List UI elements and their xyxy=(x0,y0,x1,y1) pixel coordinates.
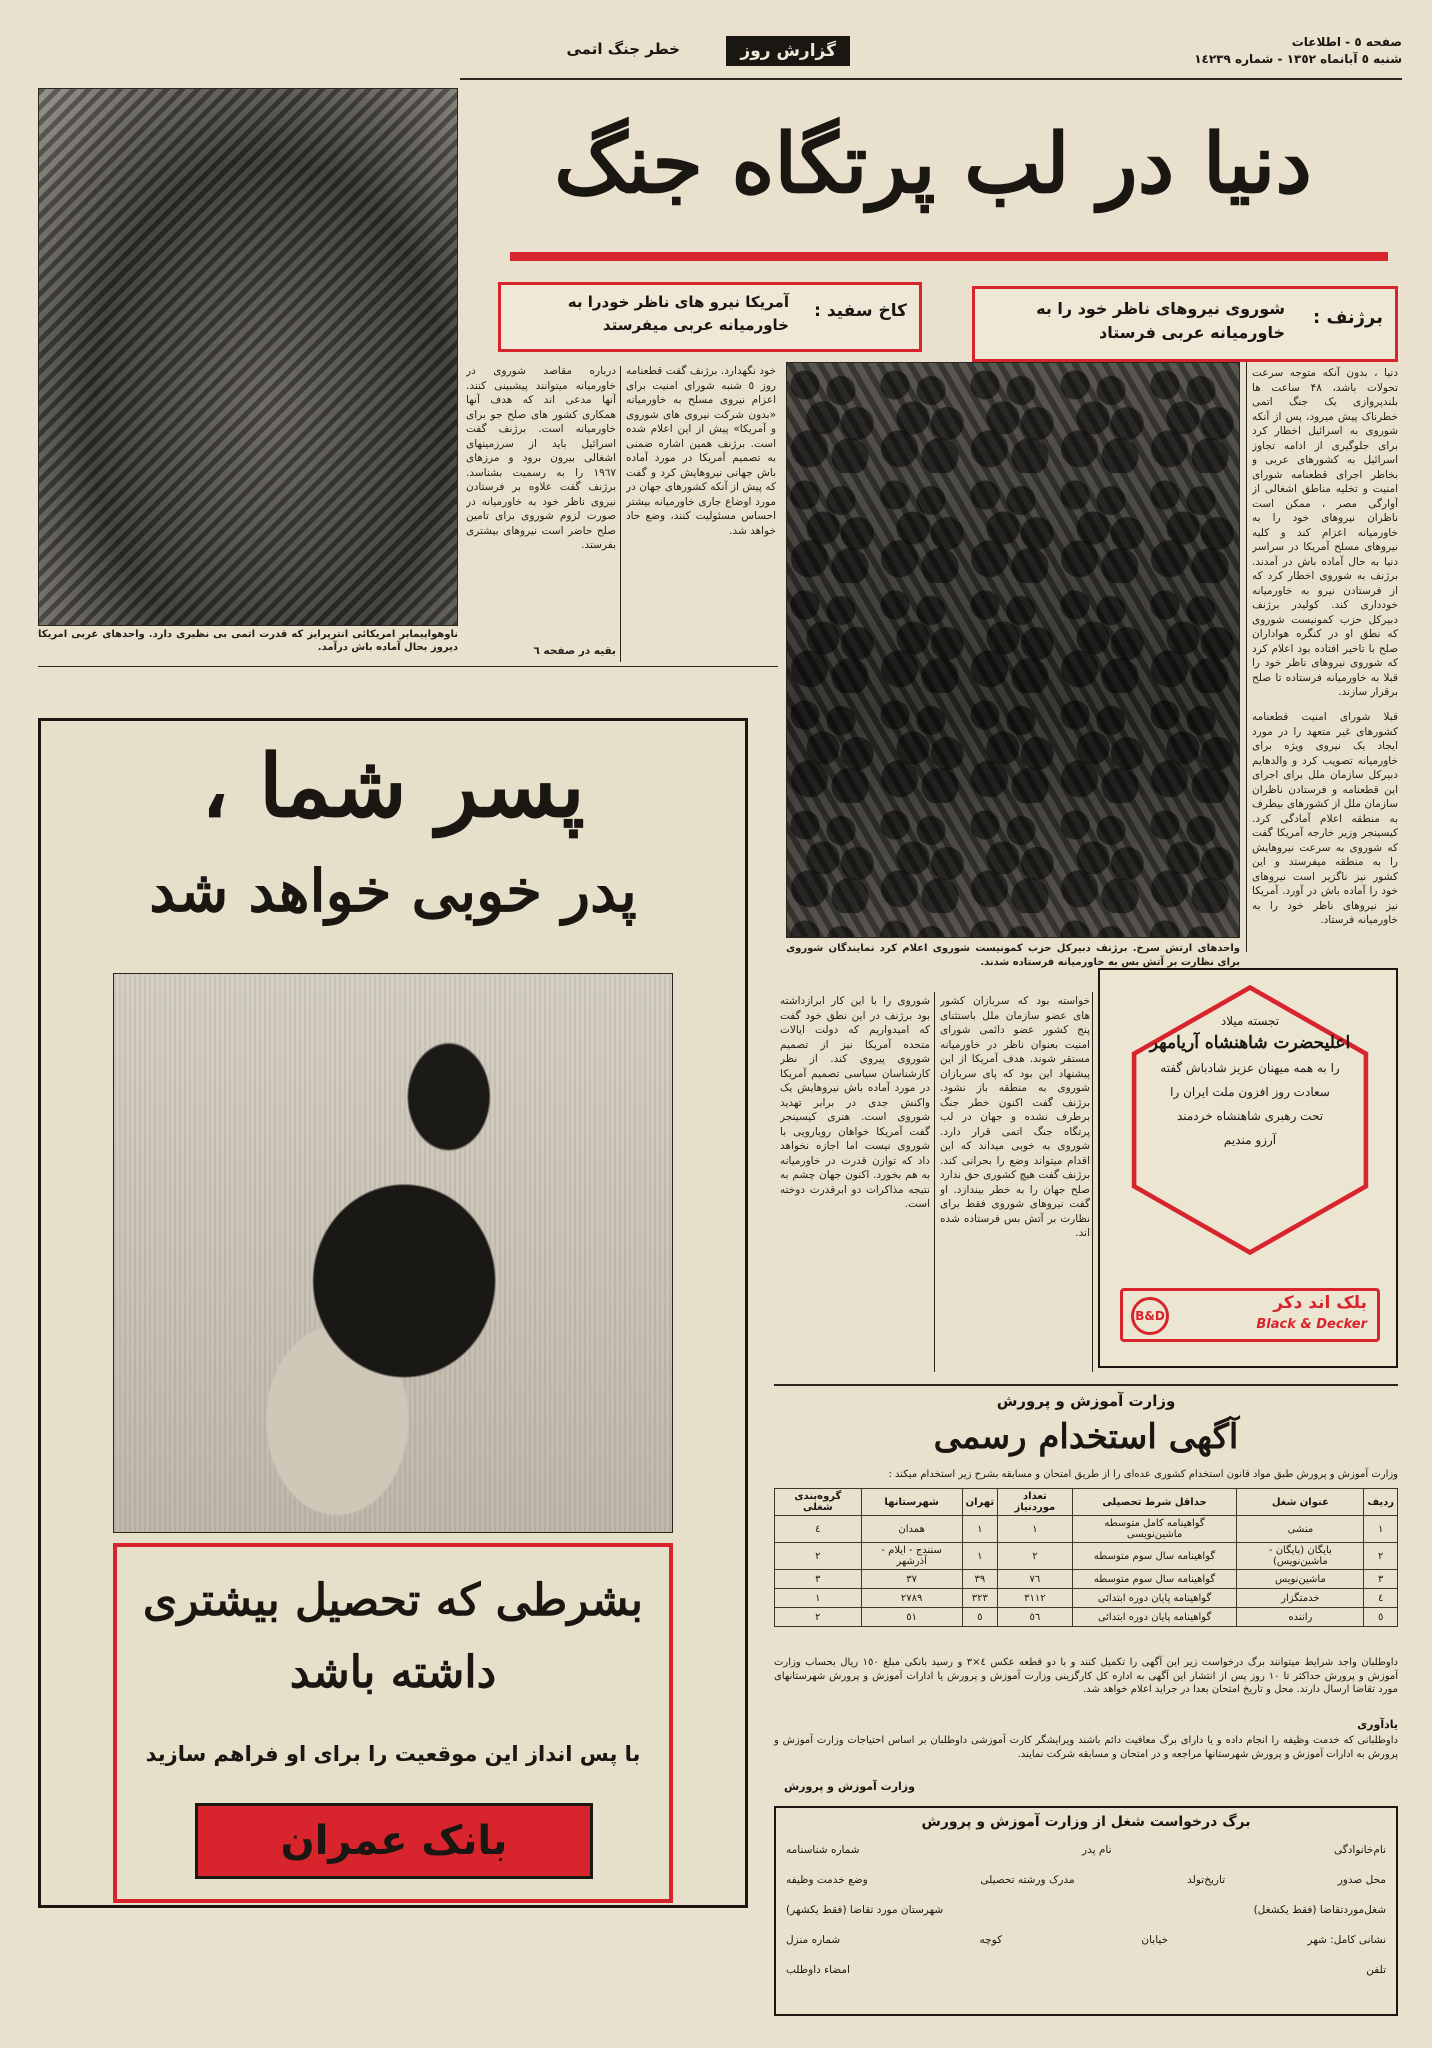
field-education[interactable]: مدرک ورشته تحصیلی xyxy=(980,1874,1075,1886)
birthday-line-3: را به همه میهنان عزیز شادباش گفته xyxy=(1160,1061,1340,1075)
job-ad-signature: وزارت آموزش و پرورش xyxy=(784,1780,915,1793)
bank-ad-tagline: با پس انداز این موقعیت را برای او فراهم سازید xyxy=(145,1742,641,1766)
section-label: گزارش روز xyxy=(726,36,850,66)
form-row-4 xyxy=(786,1934,1386,1956)
section-divider xyxy=(38,666,778,667)
field-address-city[interactable]: نشانی کامل: شهر xyxy=(1307,1934,1386,1946)
black-decker-birthday-ad xyxy=(1098,968,1398,1368)
main-headline: دنیا در لب پرتگاه جنگ xyxy=(554,116,1312,212)
birthday-line-1: تجسته میلاد xyxy=(1220,1014,1280,1028)
form-title: برگ درخواست شغل از وزارت آموزش و پرورش xyxy=(921,1814,1251,1830)
job-table-wrap xyxy=(774,1488,1398,1627)
brezhnev-speaker: برژنف : xyxy=(1313,307,1383,328)
article-col-center-1: خواسته بود که سربازان کشور های عضو سازمان ملل باستثنای پنج کشور عضو دائمی شورای امنیت بعنوان ناظر در خاورمیانه مستقر شوند. هدف آمریکا از این پیشنهاد این بود که پای سربازان شوروی به منطقه باز نشود. برژنف گفت اکنون خطر جنگ برطرف نشده و جهان در لب پرتگاه جنگ اتمی قرار دارد. شوروی به خوبی میداند که این اقدام میتواند وضع را بحرانی کند. برژنف گفت هیچ کشوری حق ندارد صلح جهان را به خطر بیندازد. او گفت نیروهای شوروی فقط برای نظارت بر آتش بس فرستاده شده اند. xyxy=(940,995,1090,1239)
brezhnev-text: شوروی نیروهای ناظر خود را به خاورمیانه عربی فرستاد xyxy=(1036,299,1285,342)
form-row-5 xyxy=(786,1964,1386,1986)
form-row-1 xyxy=(786,1844,1386,1866)
white-house-text: آمریکا نیرو های ناظر خودرا به خاورمیانه عربی میفرستد xyxy=(567,293,789,334)
field-house-number[interactable]: شماره منزل xyxy=(786,1934,841,1946)
job-ad-note-title: یادآوری xyxy=(1357,1718,1398,1731)
field-id-number[interactable]: شماره شناسنامه xyxy=(786,1844,860,1856)
table-row: ١ منشی گواهینامه کامل متوسطه ماشین‌نویسی ١ ١ همدان ٤ xyxy=(775,1516,1398,1543)
birthday-line-2: اعلیحضرت شاهنشاه آریامهر xyxy=(1149,1033,1351,1053)
birthday-line-4: سعادت روز افزون ملت ایران را xyxy=(1170,1085,1330,1099)
birthday-text xyxy=(1144,1012,1356,1152)
field-place-of-issue[interactable]: محل صدور xyxy=(1337,1874,1386,1886)
col-tehran: تهران xyxy=(962,1489,998,1516)
field-alley[interactable]: کوچه xyxy=(979,1934,1003,1946)
article-col-right-1: دنیا ، بدون آنکه متوجه سرعت تحولات باشد، ۴۸ ساعت ها بلندپروازی یک جنگ اتمی خطرناک پیش میرود، پس از آنکه شوروی به اسرائیل اخطار کرد برای جلوگیری از ادامه تجاوز اسرائیل به کشورهای عربی و بخاطر اجرای قطعنامه شورای امنیت و تخلیه مناطق اشغالی از آوارگی مصر ، ممکن است ناظران نیروهای خود را به خاورمیانه اعزام کند و کلیه نیروهای مسلح آمریکا در سراسر دنیا به حال آماده باش در آمدند. برژنف به شوروی اخطار کرد که از فرستادن نیرو به خاورمیانه خودداری کند. کولیدر برژنف دبیرکل حزب کمونیست شوروی که نطق او در کنگره هواداران صلح با تاخیر افتاده بود اعلام کرد که شوروی نیروهای ناظر خود را قبلا به خاورمیانه فرستاده تا صلح برقرار سازند. xyxy=(1252,367,1398,698)
col-education: حداقل شرط تحصیلی xyxy=(1072,1489,1237,1516)
job-table xyxy=(774,1488,1398,1627)
col-grade: گروه‌بندی شغلی xyxy=(775,1489,862,1516)
bank-ad-bank-name: بانک عمران xyxy=(280,1818,508,1864)
black-decker-logo xyxy=(1120,1288,1380,1342)
job-ad-top-rule xyxy=(774,1384,1398,1386)
col-provinces: شهرستانها xyxy=(861,1489,962,1516)
headline-red-bar xyxy=(510,252,1388,261)
form-row-3 xyxy=(786,1904,1386,1926)
bank-omran-ad xyxy=(38,718,748,1908)
field-signature[interactable]: امضاء داوطلب xyxy=(786,1964,850,1976)
field-phone[interactable]: تلفن xyxy=(1366,1964,1386,1976)
job-ad-title: آگهی استخدام رسمی xyxy=(933,1417,1239,1457)
brezhnev-subhead xyxy=(972,286,1398,362)
bank-ad-logo-box xyxy=(195,1803,593,1879)
job-table-header xyxy=(775,1489,1398,1516)
form-row-2 xyxy=(786,1874,1386,1896)
column-rule xyxy=(620,366,621,662)
column-rule xyxy=(1092,992,1093,1372)
job-ad-ministry: وزارت آموزش و پرورش xyxy=(996,1392,1176,1410)
table-row: ٥ راننده گواهینامه پایان دوره ابتدائی ٥٦ ٥ ٥١ ٢ xyxy=(775,1608,1398,1627)
table-row: ٤ خدمتگزار گواهینامه پایان دوره ابتدائی ٣١١٢ ٣٢٣ ٢٧٨٩ ١ xyxy=(775,1589,1398,1608)
article-col-center-2: شوروی را با این کار ابرازداشته بود برژنف در این نطق خود گفت که امیدواریم که دولت ایالات متحده آمریکا نیز از تصمیم شوروی پیروی کند. از نظر کارشناسان سیاسی تصمیم آمریکا در مورد آماده باش نیروهایش یک واکنش جدی در برابر تهدید شوروی است. هنری کیسینجر گفت آمریکا خواهان رویارویی با شوروی نیست اما اجازه نخواهد داد که توازن قدرت در خاورمیانه به هم بخورد. اکنون جهان چشم به نتیجه مذاکرات دو ابرقدرت دوخته است. xyxy=(780,995,930,1210)
white-house-subhead xyxy=(498,282,922,352)
col-job-title: عنوان شغل xyxy=(1237,1489,1364,1516)
application-form xyxy=(774,1806,1398,2016)
table-row: ٣ ماشین‌نویس گواهینامه سال سوم متوسطه ٧٦ ٣٩ ٣٧ ٣ xyxy=(775,1570,1398,1589)
field-military-status[interactable]: وضع خدمت وظیفه xyxy=(786,1874,868,1886)
page-info: صفحه ٥ - اطلاعات شنبه ٥ آبانماه ١٣٥٢ - شماره ١٤٢٣٩ xyxy=(1194,35,1402,66)
bank-ad-condition: بشرطی که تحصیل بیشتری داشته باشد xyxy=(142,1575,644,1698)
field-last-name[interactable]: نام‌خانوادگی xyxy=(1333,1844,1386,1856)
bd-brand-fa: بلک اند دکر xyxy=(1273,1293,1367,1313)
carrier-caption: ناوهواپیمابر امریکائی انترپرایز که قدرت اتمی بی نظیری دارد. واحدهای غربی امریکا دیروز بحال آماده باش درآمد. xyxy=(38,629,458,653)
white-house-speaker: کاخ سفید : xyxy=(814,301,907,321)
bank-ad-headline-2: پدر خوبی خواهد شد xyxy=(149,857,637,925)
column-rule xyxy=(1246,362,1247,952)
column-rule xyxy=(934,992,935,1372)
field-street[interactable]: خیابان xyxy=(1141,1934,1169,1946)
soldiers-caption: واحدهای ارتش سرخ. برژنف دبیرکل حزب کمونیست شوروی اعلام کرد نمایندگان شوروی برای نظارت بر آتش بس به خاورمیانه فرستاده شدند. xyxy=(786,943,1240,968)
field-father-name[interactable]: نام پدر xyxy=(1082,1844,1112,1856)
masthead-rule xyxy=(460,78,1402,80)
article-col-right-2: قبلا شورای امنیت قطعنامه کشورهای غیر متعهد را در مورد ایجاد یک نیروی ویژه برای خاورمیانه تصویب کرد و والدهایم دبیرکل سازمان ملل برای اجرای این قطعنامه و فرستادن ناظران سازمان ملل از کشورهای بیطرف به منطقه اعلام آمادگی کرد. کیسینجر وزیر خارجه آمریکا گفت که شوروی به سرعت نیروهایش را به منطقه میفرستد و این کشور نیز ناگزیر است نیروهای خود را آماده باش در آورد. آمریکا نیز نیروهای ناظر خود را به خاورمیانه فرستاد. xyxy=(1252,711,1398,926)
field-requested-city[interactable]: شهرستان مورد تقاضا (فقط یکشهر) xyxy=(786,1904,944,1916)
article-col-mid-1: خود نگهدارد. برژنف گفت قطعنامه روز ٥ شنبه شورای امنیت برای اعزام نیروی مسلح به خاورمیانه «بدون شرکت نیروی های شوروی و آمریکا» پیش از این اعلام شده است. برژنف همین اشاره ضمنی به تصمیم آمریکا در مورد آماده باش جهانی نیروهایش کرد و گفت که پیش از آنکه کشورهای جهان در مورد اوضاع جاری خاورمیانه بیشتر احساس مسئولیت کنند، وضع حاد خواهد شد. xyxy=(626,365,776,537)
bd-badge: B&D xyxy=(1131,1297,1169,1335)
birthday-line-5: تحت رهبری شاهنشاه خردمند xyxy=(1176,1109,1324,1123)
table-row: ٢ بایگان (بایگان - ماشین‌نویس) گواهینامه سال سوم متوسطه ٢ ١ سنندج - ایلام - آذرشهر ٢ xyxy=(775,1543,1398,1570)
bank-ad-red-panel xyxy=(113,1543,673,1903)
father-son-photo xyxy=(113,973,673,1533)
col-row-num: ردیف xyxy=(1364,1489,1398,1516)
field-requested-job[interactable]: شغل‌موردتقاضا (فقط یکشغل) xyxy=(1253,1904,1386,1916)
aircraft-carrier-photo xyxy=(38,88,458,626)
col-count: تعداد موردنیاز xyxy=(998,1489,1073,1516)
bank-ad-headline-1: پسر شما ، xyxy=(201,736,585,837)
job-ad-note: داوطلبانی که خدمت وظیفه را انجام داده و یا دارای برگ معافیت دائم باشند ویرایشگر کارت آموزشی داوطلبان بر اساس احتیاجات وزارت آموزش و پرورش به ادارات آموزش و پرورش شهرستانها مراجعه و در امتحان و مسابقه شرکت نمایند. xyxy=(774,1735,1398,1760)
continued-note: بقیه در صفحه ٦ xyxy=(533,645,616,657)
field-birth-date[interactable]: تاریخ‌تولد xyxy=(1187,1874,1226,1886)
section-topic: خطر جنگ اتمی xyxy=(566,40,680,58)
article-col-mid-2: درباره مقاصد شوروی در خاورمیانه میتوانند پیشبینی کنند. آنها مدعی اند که هدف آنها همکاری کشور های صلح جو برای خاورمیانه است. برژنف گفت اسرائیل باید از سرزمینهای اشغالی بیرون برود و مرزهای ١٩٦٧ را به رسمیت بشناسد. برژنف گفت علاوه بر فرستادن نیروی ناظر خود به خاورمیانه در صورت لزوم شوروی برای تامین صلح حاضر است نیروهای بیشتری بفرستد. xyxy=(466,365,616,551)
bd-brand-en: Black & Decker xyxy=(1256,1317,1367,1332)
job-ad-intro: وزارت آموزش و پرورش طبق مواد قانون استخدام کشوری عده‌ای را از طریق امتحان و مسابقه بشرح زیر استخدام میکند : xyxy=(888,1469,1398,1480)
birthday-line-6: آرزو مندیم xyxy=(1223,1133,1277,1147)
job-ad-terms: داوطلبان واجد شرایط میتوانند برگ درخواست زیر این آگهی را تکمیل کنند و با دو قطعه عکس ٤×٣ و رسید بانکی مبلغ ١٥٠ ریال بحساب وزارت آموزش و پرورش حداکثر تا ١٠ روز پس از انتشار این آگهی به اداره کل کارگزینی وزارت آموزش و پرورش یا ادارات آموزش و پرورش شهرستانهای مورد تقاضا ارسال دارند. محل و تاریخ امتحان بعدا در جراید اعلام خواهد شد. xyxy=(774,1657,1399,1695)
masthead xyxy=(30,30,1402,76)
soldiers-photo xyxy=(786,362,1240,938)
